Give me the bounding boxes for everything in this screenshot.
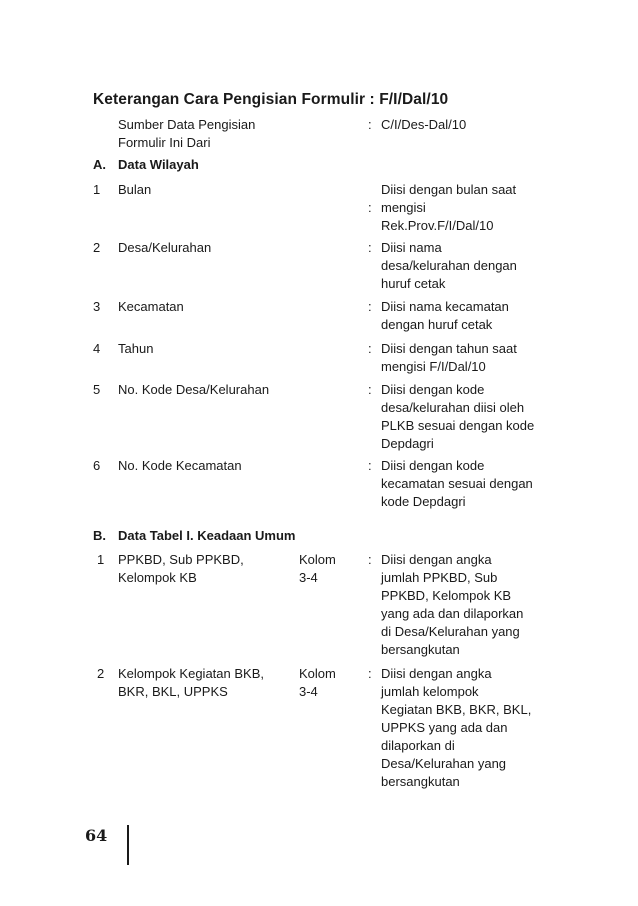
row-desc-line: Desa/Kelurahan yang [381,756,507,771]
row-desc-line: jumlah PPKBD, Sub [381,570,498,585]
row-desc-line: kecamatan sesuai dengan [381,476,533,491]
row-kolom-line: Kolom [299,552,336,567]
row-desc-line: Diisi dengan angka [381,666,492,681]
row-desc-line: UPPKS yang ada dan [381,720,508,735]
row-number: 2 [97,666,105,681]
row-desc-line: di Desa/Kelurahan yang [381,624,520,639]
row-desc-line: dengan huruf cetak [381,317,493,332]
source-value: C/I/Des-Dal/10 [381,117,467,132]
row-number: 1 [97,552,105,567]
row-desc-line: PPKBD, Kelompok KB [381,588,512,603]
section-b-letter: B. [93,528,106,543]
row-colon: : [368,666,372,681]
row-colon: : [368,552,372,567]
row-colon: : [368,299,372,314]
row-desc-line: bersangkutan [381,642,460,657]
section-a-title: Data Wilayah [118,157,199,172]
row-desc-line: huruf cetak [381,276,446,291]
row-number: 4 [93,341,101,356]
row-desc-line: desa/kelurahan dengan [381,258,517,273]
footer-divider [127,825,129,865]
row-number: 6 [93,458,101,473]
row-desc-line: Kegiatan BKB, BKR, BKL, [381,702,532,717]
page-title: Keterangan Cara Pengisian Formulir : F/I/Dal/10 [93,91,449,108]
row-label: Bulan [118,182,152,197]
page-number: 64 [85,826,108,845]
row-desc-line: Diisi dengan tahun saat [381,341,517,356]
row-number: 5 [93,382,101,397]
row-label: Kecamatan [118,299,184,314]
row-number: 3 [93,299,101,314]
source-label-line1: Sumber Data Pengisian [118,117,256,132]
source-label-line2: Formulir Ini Dari [118,135,211,150]
row-desc-line: desa/kelurahan diisi oleh [381,400,525,415]
row-colon: : [368,240,372,255]
row-desc-line: Rek.Prov.F/I/Dal/10 [381,218,494,233]
row-colon: : [368,341,372,356]
row-kolom-line: 3-4 [299,570,318,585]
row-desc-line: Diisi dengan kode [381,458,485,473]
row-desc-line: Diisi dengan bulan saat [381,182,517,197]
row-colon: : [368,458,372,473]
row-colon: : [368,200,372,215]
row-label-line: Kelompok Kegiatan BKB, [118,666,264,681]
row-desc-line: mengisi F/I/Dal/10 [381,359,486,374]
row-label-line: Kelompok KB [118,570,197,585]
row-colon: : [368,382,372,397]
row-desc-line: Depdagri [381,436,434,451]
row-number: 2 [93,240,101,255]
row-label: Tahun [118,341,154,356]
row-desc-line: Diisi nama kecamatan [381,299,509,314]
row-label: Desa/Kelurahan [118,240,212,255]
section-b-title: Data Tabel I. Keadaan Umum [118,528,296,543]
row-kolom-line: 3-4 [299,684,318,699]
row-desc-line: bersangkutan [381,774,460,789]
row-desc-line: mengisi [381,200,426,215]
row-desc-line: Diisi dengan angka [381,552,492,567]
source-colon: : [368,117,372,132]
row-number: 1 [93,182,101,197]
row-label: No. Kode Kecamatan [118,458,242,473]
row-desc-line: PLKB sesuai dengan kode [381,418,535,433]
row-label-line: BKR, BKL, UPPKS [118,684,228,699]
row-desc-line: dilaporkan di [381,738,455,753]
row-label: No. Kode Desa/Kelurahan [118,382,270,397]
row-desc-line: jumlah kelompok [381,684,479,699]
row-desc-line: yang ada dan dilaporkan [381,606,524,621]
row-label-line: PPKBD, Sub PPKBD, [118,552,244,567]
row-desc-line: Diisi dengan kode [381,382,485,397]
row-desc-line: kode Depdagri [381,494,466,509]
row-desc-line: Diisi nama [381,240,442,255]
section-a-letter: A. [93,157,106,172]
row-kolom-line: Kolom [299,666,336,681]
